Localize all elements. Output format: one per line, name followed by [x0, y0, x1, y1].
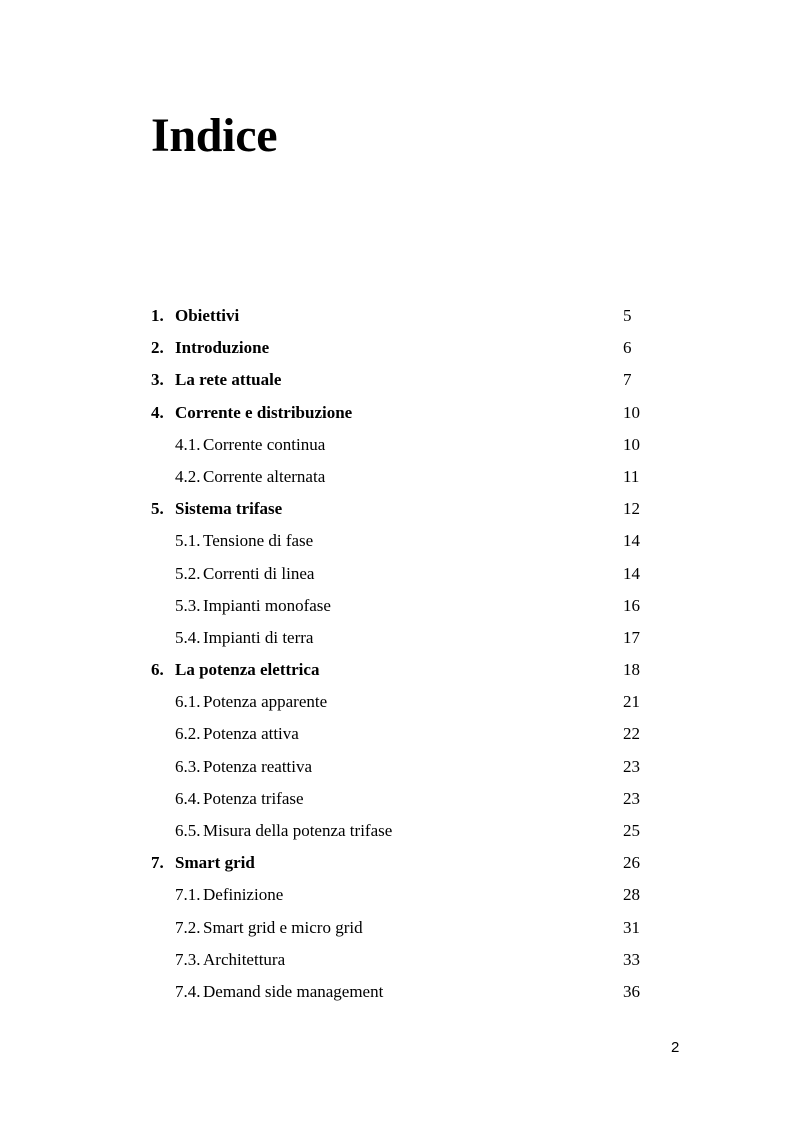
- toc-entry-page: 18: [623, 660, 640, 680]
- toc-entry-page: 11: [623, 466, 640, 486]
- toc-entry-label: Potenza reattiva: [203, 756, 313, 776]
- toc-section-row: [151, 718, 651, 750]
- toc-entry-label: Demand side management: [203, 981, 384, 1001]
- toc-entry-page: 26: [623, 853, 640, 873]
- toc-entry-page: 12: [623, 499, 640, 519]
- toc-entry-number: 6.4.: [175, 788, 201, 808]
- toc-entry-number: 2.: [151, 338, 164, 358]
- toc-section-row: [151, 783, 651, 815]
- toc-entry-number: 4.: [151, 402, 164, 422]
- toc-chapter-row: [151, 847, 651, 879]
- toc-entry-label: Corrente e distribuzione: [175, 402, 353, 422]
- toc-entry-label: La rete attuale: [175, 370, 282, 390]
- toc-section-row: [151, 944, 651, 976]
- toc-entry-label: Introduzione: [175, 338, 270, 358]
- toc-entry-number: 7.4.: [175, 981, 201, 1001]
- toc-section-row: [151, 815, 651, 847]
- toc-entry-number: 1.: [151, 306, 164, 325]
- toc-entry-number: 4.1.: [175, 434, 201, 454]
- toc-chapter-row: [151, 300, 651, 332]
- toc-entry-number: 7.1.: [175, 885, 201, 905]
- toc-section-row: [151, 879, 651, 911]
- toc-entry-label: Smart grid e micro grid: [203, 917, 363, 937]
- toc-chapter-row: [151, 493, 651, 525]
- toc-entry-number: 5.: [151, 499, 164, 519]
- toc-entry-page: 36: [623, 981, 640, 1001]
- toc-entry-number: 7.3.: [175, 949, 201, 969]
- toc-entry-page: 5: [623, 306, 632, 325]
- toc-entry-number: 5.1.: [175, 531, 201, 551]
- toc-entry-page: 22: [623, 724, 640, 744]
- toc-chapter-row: [151, 397, 651, 429]
- toc-entry-number: 6.2.: [175, 724, 201, 744]
- toc-entry-label: Impianti di terra: [203, 627, 314, 647]
- toc-section-row: [151, 429, 651, 461]
- toc-entry-number: 6.5.: [175, 821, 201, 840]
- toc-entry-label: Sistema trifase: [175, 499, 283, 519]
- toc-entry-number: 6.1.: [175, 692, 201, 712]
- toc-entry-page: 23: [623, 788, 640, 808]
- toc-entry-number: 5.2.: [175, 563, 201, 583]
- toc-section-row: [151, 461, 651, 493]
- toc-chapter-row: [151, 332, 651, 364]
- toc-section-row: [151, 590, 651, 622]
- table-of-contents: [151, 300, 651, 1008]
- toc-entry-label: Architettura: [203, 949, 286, 969]
- toc-entry-page: 7: [623, 370, 632, 390]
- toc-entry-label: Definizione: [203, 885, 284, 905]
- toc-entry-label: La potenza elettrica: [175, 660, 320, 680]
- toc-entry-page: 23: [623, 756, 640, 776]
- toc-entry-number: 4.2.: [175, 466, 201, 486]
- toc-entry-page: 10: [623, 402, 640, 422]
- toc-entry-label: Corrente continua: [203, 434, 326, 454]
- toc-entry-page: 21: [623, 692, 640, 712]
- toc-chapter-row: [151, 654, 651, 686]
- toc-section-row: [151, 558, 651, 590]
- toc-section-row: [151, 525, 651, 557]
- toc-entry-number: 5.4.: [175, 627, 201, 647]
- toc-entry-page: 14: [623, 563, 640, 583]
- toc-entry-page: 10: [623, 434, 640, 454]
- toc-entry-page: 31: [623, 917, 640, 937]
- toc-entry-page: 33: [623, 949, 640, 969]
- toc-chapter-row: [151, 364, 651, 396]
- toc-entry-label: Obiettivi: [175, 306, 240, 325]
- toc-section-row: [151, 751, 651, 783]
- toc-section-row: [151, 686, 651, 718]
- toc-entry-label: Tensione di fase: [203, 531, 314, 551]
- toc-entry-label: Potenza trifase: [203, 788, 304, 808]
- page-number: 2: [671, 1039, 680, 1056]
- toc-section-row: [151, 976, 651, 1008]
- page-title: Indice: [151, 109, 278, 162]
- toc-entry-number: 7.: [151, 853, 164, 873]
- toc-entry-label: Potenza attiva: [203, 724, 299, 744]
- toc-section-row: [151, 622, 651, 654]
- toc-entry-page: 16: [623, 595, 640, 615]
- toc-entry-label: Impianti monofase: [203, 595, 331, 615]
- toc-entry-number: 6.: [151, 660, 164, 680]
- toc-entry-label: Misura della potenza trifase: [203, 821, 393, 840]
- toc-entry-page: 14: [623, 531, 640, 551]
- toc-entry-label: Correnti di linea: [203, 563, 315, 583]
- toc-section-row: [151, 912, 651, 944]
- toc-entry-label: Corrente alternata: [203, 466, 326, 486]
- toc-entry-page: 25: [623, 821, 640, 840]
- toc-entry-number: 6.3.: [175, 756, 201, 776]
- toc-entry-number: 7.2.: [175, 917, 201, 937]
- toc-entry-page: 17: [623, 627, 640, 647]
- toc-entry-page: 6: [623, 338, 632, 358]
- toc-entry-number: 5.3.: [175, 595, 201, 615]
- toc-entry-number: 3.: [151, 370, 164, 390]
- toc-entry-page: 28: [623, 885, 640, 905]
- toc-entry-label: Potenza apparente: [203, 692, 328, 712]
- toc-entry-label: Smart grid: [175, 853, 255, 873]
